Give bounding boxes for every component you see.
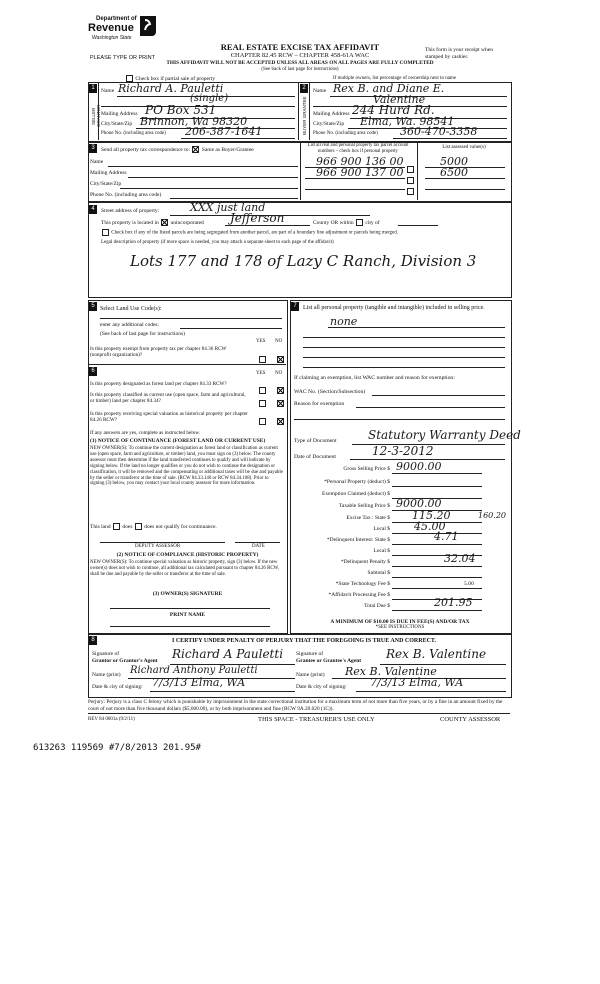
penalty-label: *Delinquent Penalty $ [340, 559, 390, 565]
forest-question: Is this property designated as forest land per chapter 84.33 RCW? [90, 381, 227, 387]
located-row [101, 219, 204, 226]
owner-signature: (3) OWNER(S) SIGNATURE [152, 591, 223, 597]
additional-codes-label: enter any additional codes: [100, 322, 160, 328]
parcel-3-checkbox[interactable] [407, 188, 414, 195]
total-value[interactable]: 201.95 [434, 596, 473, 609]
please-type: PLEASE TYPE OR PRINT [90, 55, 156, 61]
legal-label: Legal description of property (if more space is needed, you may attach a separate sheet to each page of the affidavit) [101, 240, 334, 245]
excise-local-value[interactable]: 45.00 [414, 520, 446, 533]
delinquent-local-label: Local $ [373, 548, 390, 554]
notice1-text: NEW OWNER(S): To continue the current designation as forest land or classification as current use (open space, farm and agriculture, or timber) land, you must sign on (3) below. The county assessor must then determine if the land transferred continues to qualify and will indicate by signing below. If the land no longer qualifies or you do not wish to continue the designation or classification, it will be removed and the compensating or additional taxes will be due and payable by the seller or transferor at the time of sale. (RCW 84.33.140 or RCW 84.34.108). Prior to signing (3) below, you may contact your local county assessor for more information. [90, 446, 283, 487]
does-not-label: does not [144, 523, 163, 530]
does-label: does [122, 523, 133, 530]
grantee-date-label: Date & city of signing: [296, 684, 347, 690]
grantee-name-label: Name (print) [296, 672, 325, 678]
doc-type-label: Type of Document [294, 438, 337, 444]
grantee-sig-label2: Grantee or Grantee's Agent [296, 658, 362, 664]
current-use-no-checkbox[interactable] [277, 400, 284, 407]
send-label: Send all property tax correspondence to: [101, 146, 191, 153]
section-8-number: 8 [89, 636, 97, 645]
revenue-logo-icon [138, 14, 158, 36]
deputy-date: DATE [252, 544, 265, 549]
form-title: REAL ESTATE EXCISE TAX AFFIDAVIT [220, 42, 380, 52]
city-of-checkbox[interactable] [356, 219, 363, 226]
delinquent-state-label: *Delinquent Interest: State $ [326, 537, 390, 543]
perjury-note: Perjury: Perjury is a class C felony which is punishable by imprisonment in the state correctional institution for a maximum term of not more than five years, or by a fine in an amount fixed by the court of not more than five thousand dollars ($5,000.00), or by both imprisonment and fine (RCW 9A.20.020 (1C)). [88, 699, 503, 712]
legal-value[interactable]: Lots 177 and 178 of Lazy C Ranch, Division 3 [130, 252, 477, 270]
exempt-question: Is this property exempt from property tax per chapter 84.36 RCW (nonprofit organization)? [90, 346, 227, 358]
qualify-label: qualify for continuance. [164, 523, 217, 530]
city-of-label: city of [365, 219, 380, 226]
assessed-1[interactable]: 5000 [440, 155, 468, 168]
deputy-assessor: DEPUTY ASSESSOR [135, 544, 181, 549]
grantee-date[interactable]: 7/3/13 Elma, WA [370, 676, 464, 689]
s3-mailing-label: Mailing Address [90, 170, 127, 176]
forest-no-checkbox[interactable] [277, 387, 284, 394]
street-value[interactable]: XXX just land [190, 201, 266, 214]
if-yes-note: If any answers are yes, complete as instructed below. [90, 430, 201, 436]
tech-fee-value[interactable]: 5.00 [464, 581, 474, 587]
parcel-2[interactable]: 966 900 137 00 [316, 166, 404, 179]
excise-state-value[interactable]: 115.20 [412, 509, 451, 522]
dept-line2: Revenue [88, 22, 134, 34]
affidavit-fee-label: *Affidavit Processing Fee $ [328, 592, 390, 598]
delinquent-state-value[interactable]: 4.71 [434, 530, 459, 543]
grantee-signature[interactable]: Rex B. Valentine [386, 647, 487, 661]
exempt-yes-checkbox[interactable] [259, 356, 266, 363]
seller-mailing-label: Mailing Address [101, 111, 138, 117]
seller-side-label: SELLER GRANTOR [91, 104, 101, 128]
grantee-name[interactable]: Rex B. Valentine [345, 665, 437, 678]
same-as-checkbox[interactable] [192, 146, 199, 153]
historic-question: Is this property receiving special valuation as historical property per chapter 84.26 RCW? [90, 411, 248, 423]
taxable-value[interactable]: 9000.00 [396, 497, 442, 510]
assessed-header: List assessed value(s) [442, 145, 486, 150]
receipt-note: This form is your receipt when stamped by cashier. [425, 47, 493, 60]
certify-text: I CERTIFY UNDER PENALTY OF PERJURY THAT THE FOREGOING IS TRUE AND CORRECT. [171, 638, 436, 644]
s3-city-label: City/State/Zip [90, 181, 122, 187]
grantor-sig-label1: Signature of [92, 651, 120, 657]
s5-no: NO [275, 339, 283, 344]
land-use-label: Select Land Use Code(s): [100, 306, 162, 312]
segregated-checkbox[interactable] [102, 229, 109, 236]
unincorporated-checkbox[interactable] [161, 219, 168, 226]
section-7-number: 7 [291, 302, 299, 311]
reason-label: Reason for exemption [294, 401, 345, 407]
s5-yes: YES [256, 339, 266, 344]
parcel-1[interactable]: 966 900 136 00 [316, 155, 404, 168]
total-label: Total Due $ [364, 603, 390, 609]
this-land-row [90, 523, 217, 530]
current-use-yes-checkbox[interactable] [259, 400, 266, 407]
taxable-label: Taxable Selling Price $ [338, 503, 390, 509]
unincorporated-label: unincorporated [170, 219, 204, 226]
section-5-number: 5 [89, 302, 97, 311]
seller-name-value-2[interactable]: (single) [190, 93, 229, 104]
buyer-city-value[interactable]: Elma, Wa. 98541 [360, 115, 455, 128]
section-4-frame [88, 202, 512, 298]
street-label: Street address of property: [101, 208, 160, 214]
seller-city-value[interactable]: Brinnon, Wa 98320 [140, 115, 248, 128]
grantor-date[interactable]: 7/3/13 Elma, WA [152, 676, 246, 689]
assessed-2[interactable]: 6500 [440, 166, 468, 179]
form-warning: THIS AFFIDAVIT WILL NOT BE ACCEPTED UNLESS ALL AREAS ON ALL PAGES ARE FULLY COMPLETED [166, 60, 434, 66]
tech-fee-label: *State Technology Fee $ [335, 581, 390, 587]
same-as-label: Same as Buyer/Grantee [201, 146, 254, 153]
send-correspondence [101, 146, 254, 153]
located-label: This property is located in [101, 219, 159, 226]
section-2-number: 2 [300, 84, 308, 93]
county-assessor: COUNTY ASSESSOR [440, 716, 501, 723]
personal-property-label: List all personal property (tangible and intangible) included in selling price. [303, 305, 485, 311]
grantor-name-label: Name (print) [92, 672, 121, 678]
see-instructions: *SEE INSTRUCTIONS [375, 625, 425, 630]
exemption-deduct-label: Exemption Claimed (deduct) $ [322, 491, 390, 497]
notice2-title: (2) NOTICE OF COMPLIANCE (HISTORIC PROPERTY) [116, 552, 259, 558]
exemption-claim-label: If claiming an exemption, list WAC number and reason for exemption: [294, 375, 455, 381]
doc-date-value[interactable]: 12-3-2012 [372, 444, 434, 458]
money-table [294, 460, 508, 616]
grantee-sig-label1: Signature of [296, 651, 324, 657]
seller-phone-label: Phone No. (including area code) [101, 131, 166, 136]
forest-yes-checkbox[interactable] [259, 387, 266, 394]
notice2-text: NEW OWNER(S): To continue special valuation as historic property, sign (3) below. If the new owner(s) does not wish to continue, all additional tax calculated pursuant to chapter 84.26 RCW, shall be due and payable by the seller or transferor at the time of sale. [90, 560, 280, 577]
print-name: PRINT NAME [169, 612, 206, 618]
see-back: (See back of last page for instructions) [261, 67, 339, 72]
does-not-checkbox[interactable] [135, 523, 142, 530]
this-land-label: This land [90, 523, 111, 530]
seller-name-row [101, 88, 114, 94]
does-checkbox[interactable] [113, 523, 120, 530]
partial-sale-label: Check box if partial sale of property [135, 75, 216, 82]
s6-yes: YES [256, 371, 266, 376]
county-row [313, 219, 380, 226]
s6-no: NO [275, 371, 283, 376]
gross-value[interactable]: 9000.00 [396, 460, 442, 473]
section-6-number: 6 [89, 367, 97, 376]
buyer-phone-label: Phone No. (including area code) [313, 131, 378, 136]
excise-state-label: Excise Tax : State $ [346, 515, 390, 521]
historic-yes-checkbox[interactable] [259, 418, 266, 425]
grantor-date-label: Date & city of signing: [92, 684, 143, 690]
section-4-number: 4 [89, 205, 97, 214]
grantor-signature[interactable]: Richard A Pauletti [172, 647, 284, 661]
s3-name-label: Name [90, 159, 104, 165]
s3-phone-label: Phone No. (including area code) [90, 192, 162, 198]
minimum-due: A MINIMUM OF $10.00 IS DUE IN FEE(S) AND/OR TAX [330, 619, 470, 625]
buyer-city-label: City/State/Zip [313, 121, 345, 127]
seller-name-value[interactable]: Richard A. Pauletti [118, 82, 224, 95]
form-chapter: CHAPTER 82.45 RCW – CHAPTER 458-61A WAC [230, 52, 370, 59]
treasurer-space: THIS SPACE - TREASURER'S USE ONLY [258, 716, 375, 723]
wac-label: WAC No. (Section/Subsection) [294, 389, 366, 395]
segregated-label: Check box if any of the listed parcels are being segregated from another parcel, are part of a boundary line adjustment or parcels being merged. [111, 230, 398, 236]
gross-label: Gross Selling Price $ [343, 466, 390, 472]
buyer-mailing-value[interactable]: 244 Hurd Rd. [352, 103, 435, 117]
seller-phone-value[interactable]: 206-387-1641 [185, 125, 263, 138]
dept-line1: Department of [96, 16, 137, 22]
buyer-phone-value[interactable]: 360-470-3358 [400, 125, 478, 138]
buyer-name-value-2[interactable]: Valentine [373, 93, 426, 106]
doc-date-label: Date of Document [294, 454, 337, 460]
excise-state-note: 160.20 [478, 511, 506, 520]
buyer-side-label: BUYER GRANTEE [302, 96, 307, 136]
dept-line3: Washington State [92, 35, 132, 41]
personal-deduct-label: *Personal Property (deduct) $ [324, 479, 390, 485]
grantor-sig-label2: Grantor or Grantor's Agent [92, 658, 158, 664]
historic-no-checkbox[interactable] [277, 418, 284, 425]
penalty-value[interactable]: 32.04 [444, 552, 476, 565]
buyer-name-value[interactable]: Rex B. and Diane E. [333, 82, 445, 95]
multiple-owners: If multiple owners, list percentage of ownership next to name [333, 76, 457, 81]
doc-type-value[interactable]: Statutory Warranty Deed [368, 428, 521, 442]
grantor-name[interactable]: Richard Anthony Pauletti [130, 665, 258, 676]
seller-mailing-value[interactable]: PO Box 531 [145, 103, 217, 117]
rev-number: REV 84 0001a (9/2/11) [88, 717, 135, 722]
excise-local-label: Local $ [373, 526, 390, 532]
exempt-no-checkbox[interactable] [277, 356, 284, 363]
notice1-title: (1) NOTICE OF CONTINUANCE (FOREST LAND OR CURRENT USE) [90, 438, 266, 444]
recording-stamp: 613263 119569 #7/8/2013 201.95# [33, 743, 201, 753]
parcel-header: List all real and personal property tax parcel account numbers – check box if personal property [307, 143, 409, 154]
county-value[interactable]: Jefferson [230, 211, 285, 225]
current-use-question: Is this property classified as current use (open space, farm and agricultural, or timber) land per chapter 84.34? [90, 392, 246, 404]
subtotal-label: Subtotal $ [367, 570, 390, 576]
partial-sale-checkbox[interactable] [126, 75, 133, 82]
s5-see-back: (See back of last page for instructions) [100, 331, 185, 337]
buyer-name-label: Name [313, 88, 327, 94]
revenue-logo [88, 14, 158, 52]
seller-city-label: City/State/Zip [101, 121, 133, 127]
buyer-mailing-label: Mailing Address [313, 111, 350, 117]
county-label: County OR within [313, 219, 354, 226]
personal-property-none[interactable]: none [330, 315, 358, 328]
segregated-row [101, 229, 398, 236]
section-3-number: 3 [89, 144, 97, 153]
section-1-number: 1 [89, 84, 97, 93]
seller-name-label: Name [101, 88, 115, 94]
partial-sale [125, 75, 215, 82]
